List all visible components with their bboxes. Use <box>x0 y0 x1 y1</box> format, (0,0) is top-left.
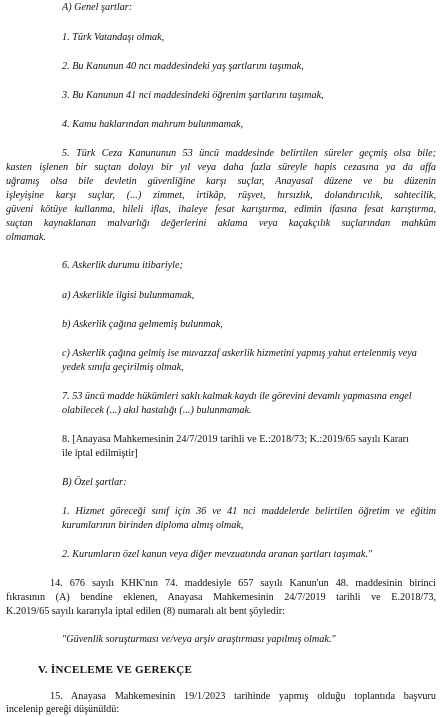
condition-3: 3. Bu Kanunun 41 nci maddesindeki öğrenim şartlarını taşımak, <box>62 90 324 101</box>
paragraph-14-line-2: fıkrasının (A) bendine eklenen, Anayasa Mahkemesinin 24/7/2019 tarihli ve E.2018/73, <box>6 592 436 603</box>
condition-8-line-1: 8. [Anayasa Mahkemesinin 24/7/2019 tarihli ve E.:2018/73; K.:2019/65 sayılı Kararı <box>62 434 409 445</box>
quoted-subclause: "Güvenlik soruşturması ve/veya arşiv araştırması yapılmış olmak." <box>62 634 336 645</box>
paragraph-15-line-2: incelenip gereği düşünüldü: <box>6 704 120 715</box>
condition-2: 2. Bu Kanunun 40 ncı maddesindeki yaş şartlarını taşımak, <box>62 61 304 72</box>
special-condition-2: 2. Kurumların özel kanun veya diğer mevzuatında aranan şartları taşımak." <box>62 549 373 560</box>
condition-1: 1. Türk Vatandaşı olmak, <box>62 32 165 43</box>
condition-6c-line-2: yedek sınıfa geçirilmiş olmak, <box>62 362 184 373</box>
condition-6a: a) Askerlikle ilgisi bulunmamak, <box>62 290 195 301</box>
section-b-heading: B) Özel şartlar: <box>62 477 127 488</box>
special-condition-1-line-2: kurumlarının birinden diploma almış olmak, <box>62 520 244 531</box>
paragraph-14-line-1: 14. 676 sayılı KHK'nın 74. maddesiyle 657 sayılı Kanun'un 48. maddesinin birinci <box>50 578 436 589</box>
condition-7-line-1: 7. 53 üncü madde hükümleri saklı kalmak kaydı ile görevini devamlı yapmasına engel <box>62 391 412 402</box>
condition-5-line-1: 5. Türk Ceza Kanununun 53 üncü maddesinde belirtilen süreler geçmiş olsa bile; <box>62 148 436 159</box>
condition-5-line-6: suçtan kaynaklanan malvarlığı değerlerini aklama veya kaçakçılık suçlarından mahkûm <box>6 218 436 229</box>
condition-5-line-4: işleyişine karşı suçlar, (...) zimmet, irtikâp, rüşvet, hırsızlık, dolandırıcılık, sahtecilik, <box>6 190 436 201</box>
condition-7-line-2: olabilecek (...) akıl hastalığı (...) bulunmamak. <box>62 405 252 416</box>
condition-5-line-3: uğramış olsa bile devletin güvenliğine karşı suçlar, Anayasal düzene ve bu düzenin <box>6 176 436 187</box>
condition-4: 4. Kamu haklarından mahrum bulunmamak, <box>62 119 244 130</box>
condition-5-line-2: kasten işlenen bir suçtan dolayı bir yıl veya daha fazla süreyle hapis cezasına ya da affa <box>6 162 436 173</box>
paragraph-15-line-1: 15. Anayasa Mahkemesinin 19/1/2023 tarihinde yapmış olduğu toplantıda başvuru <box>50 691 436 702</box>
condition-8-line-2: ile iptal edilmiştir] <box>62 448 138 459</box>
condition-6: 6. Askerlik durumu itibariyle; <box>62 260 183 271</box>
section-a-heading: A) Genel şartlar: <box>62 2 133 13</box>
special-condition-1-line-1: 1. Hizmet göreceği sınıf için 36 ve 41 nci maddelerde belirtilen öğretim ve eğitim <box>62 506 436 517</box>
condition-6c-line-1: c) Askerlik çağına gelmiş ise muvazzaf askerlik hizmetini yapmış yahut ertelenmiş veya <box>62 348 417 359</box>
condition-6b: b) Askerlik çağına gelmemiş bulunmak, <box>62 319 223 330</box>
condition-5-line-7: olmamak. <box>6 232 46 243</box>
paragraph-14-line-3: K.2019/65 sayılı kararıyla iptal edilen (8) numaralı alt bent şöyledir: <box>6 606 285 617</box>
condition-5-line-5: güveni kötüye kullanma, hileli iflas, ihaleye fesat karıştırma, edimin ifasına fesat karıştırma, <box>6 204 436 215</box>
section-heading: V. İNCELEME VE GEREKÇE <box>38 664 193 676</box>
